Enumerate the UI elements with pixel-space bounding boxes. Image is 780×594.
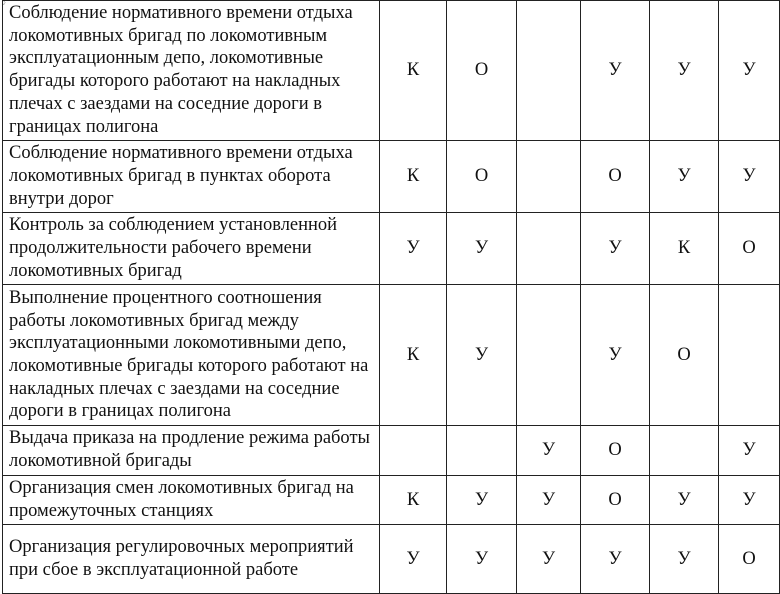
mark-cell: К: [380, 1, 447, 141]
mark-cell: [517, 285, 581, 426]
function-cell: Соблюдение нормативного времени отдыха локомотивных бригад в пунктах оборота внутри дорог: [3, 141, 380, 213]
mark-cell: У: [650, 475, 719, 524]
mark-cell: У: [447, 475, 517, 524]
mark-cell: О: [581, 141, 650, 213]
mark-cell: К: [380, 285, 447, 426]
table-row: [3, 141, 780, 213]
mark-cell: У: [650, 525, 719, 594]
function-cell: Контроль за соблюдением установленной продолжительности рабочего времени локомотивных бригад: [3, 213, 380, 285]
mark-cell: О: [447, 141, 517, 213]
mark-cell: К: [380, 475, 447, 524]
mark-cell: [517, 141, 581, 213]
function-cell: Соблюдение нормативного времени отдыха локомотивных бригад по локомотивным эксплуатационным депо, локомотивные бригады которого работают на накладных плечах с заездами на соседние дороги в границах полигона: [3, 1, 380, 141]
mark-cell: У: [447, 525, 517, 594]
mark-cell: [380, 426, 447, 475]
mark-cell: У: [447, 285, 517, 426]
mark-cell: У: [380, 525, 447, 594]
function-cell: Организация регулировочных мероприятий при сбое в эксплуатационной работе: [3, 525, 380, 594]
mark-cell: О: [719, 213, 780, 285]
table-row: [3, 525, 780, 594]
table-row: [3, 213, 780, 285]
table-row: [3, 1, 780, 141]
table-row: [3, 475, 780, 524]
mark-cell: О: [650, 285, 719, 426]
corner-mark: ◊: [2, 0, 6, 7]
mark-cell: [517, 1, 581, 141]
mark-cell: У: [719, 141, 780, 213]
mark-cell: У: [581, 1, 650, 141]
mark-cell: [447, 426, 517, 475]
table-row: [3, 285, 780, 426]
mark-cell: У: [581, 285, 650, 426]
mark-cell: [650, 426, 719, 475]
mark-cell: У: [719, 426, 780, 475]
mark-cell: О: [581, 475, 650, 524]
mark-cell: У: [447, 213, 517, 285]
mark-cell: У: [650, 141, 719, 213]
mark-cell: К: [380, 141, 447, 213]
mark-cell: У: [581, 213, 650, 285]
mark-cell: [719, 285, 780, 426]
mark-cell: У: [517, 475, 581, 524]
mark-cell: О: [447, 1, 517, 141]
mark-cell: У: [517, 525, 581, 594]
mark-cell: У: [650, 1, 719, 141]
mark-cell: К: [650, 213, 719, 285]
function-cell: Выполнение процентного соотношения работы локомотивных бригад между эксплуатационными локомотивными депо, локомотивные бригады которого работают на накладных плечах с заездами на соседние дороги в границах полигона: [3, 285, 380, 426]
function-cell: Организация смен локомотивных бригад на промежуточных станциях: [3, 475, 380, 524]
responsibility-table: [2, 0, 780, 594]
mark-cell: У: [517, 426, 581, 475]
mark-cell: [517, 213, 581, 285]
function-cell: Выдача приказа на продление режима работы локомотивной бригады: [3, 426, 380, 475]
table-row: [3, 426, 780, 475]
mark-cell: У: [581, 525, 650, 594]
mark-cell: У: [719, 1, 780, 141]
mark-cell: У: [380, 213, 447, 285]
mark-cell: У: [719, 475, 780, 524]
mark-cell: О: [581, 426, 650, 475]
mark-cell: О: [719, 525, 780, 594]
